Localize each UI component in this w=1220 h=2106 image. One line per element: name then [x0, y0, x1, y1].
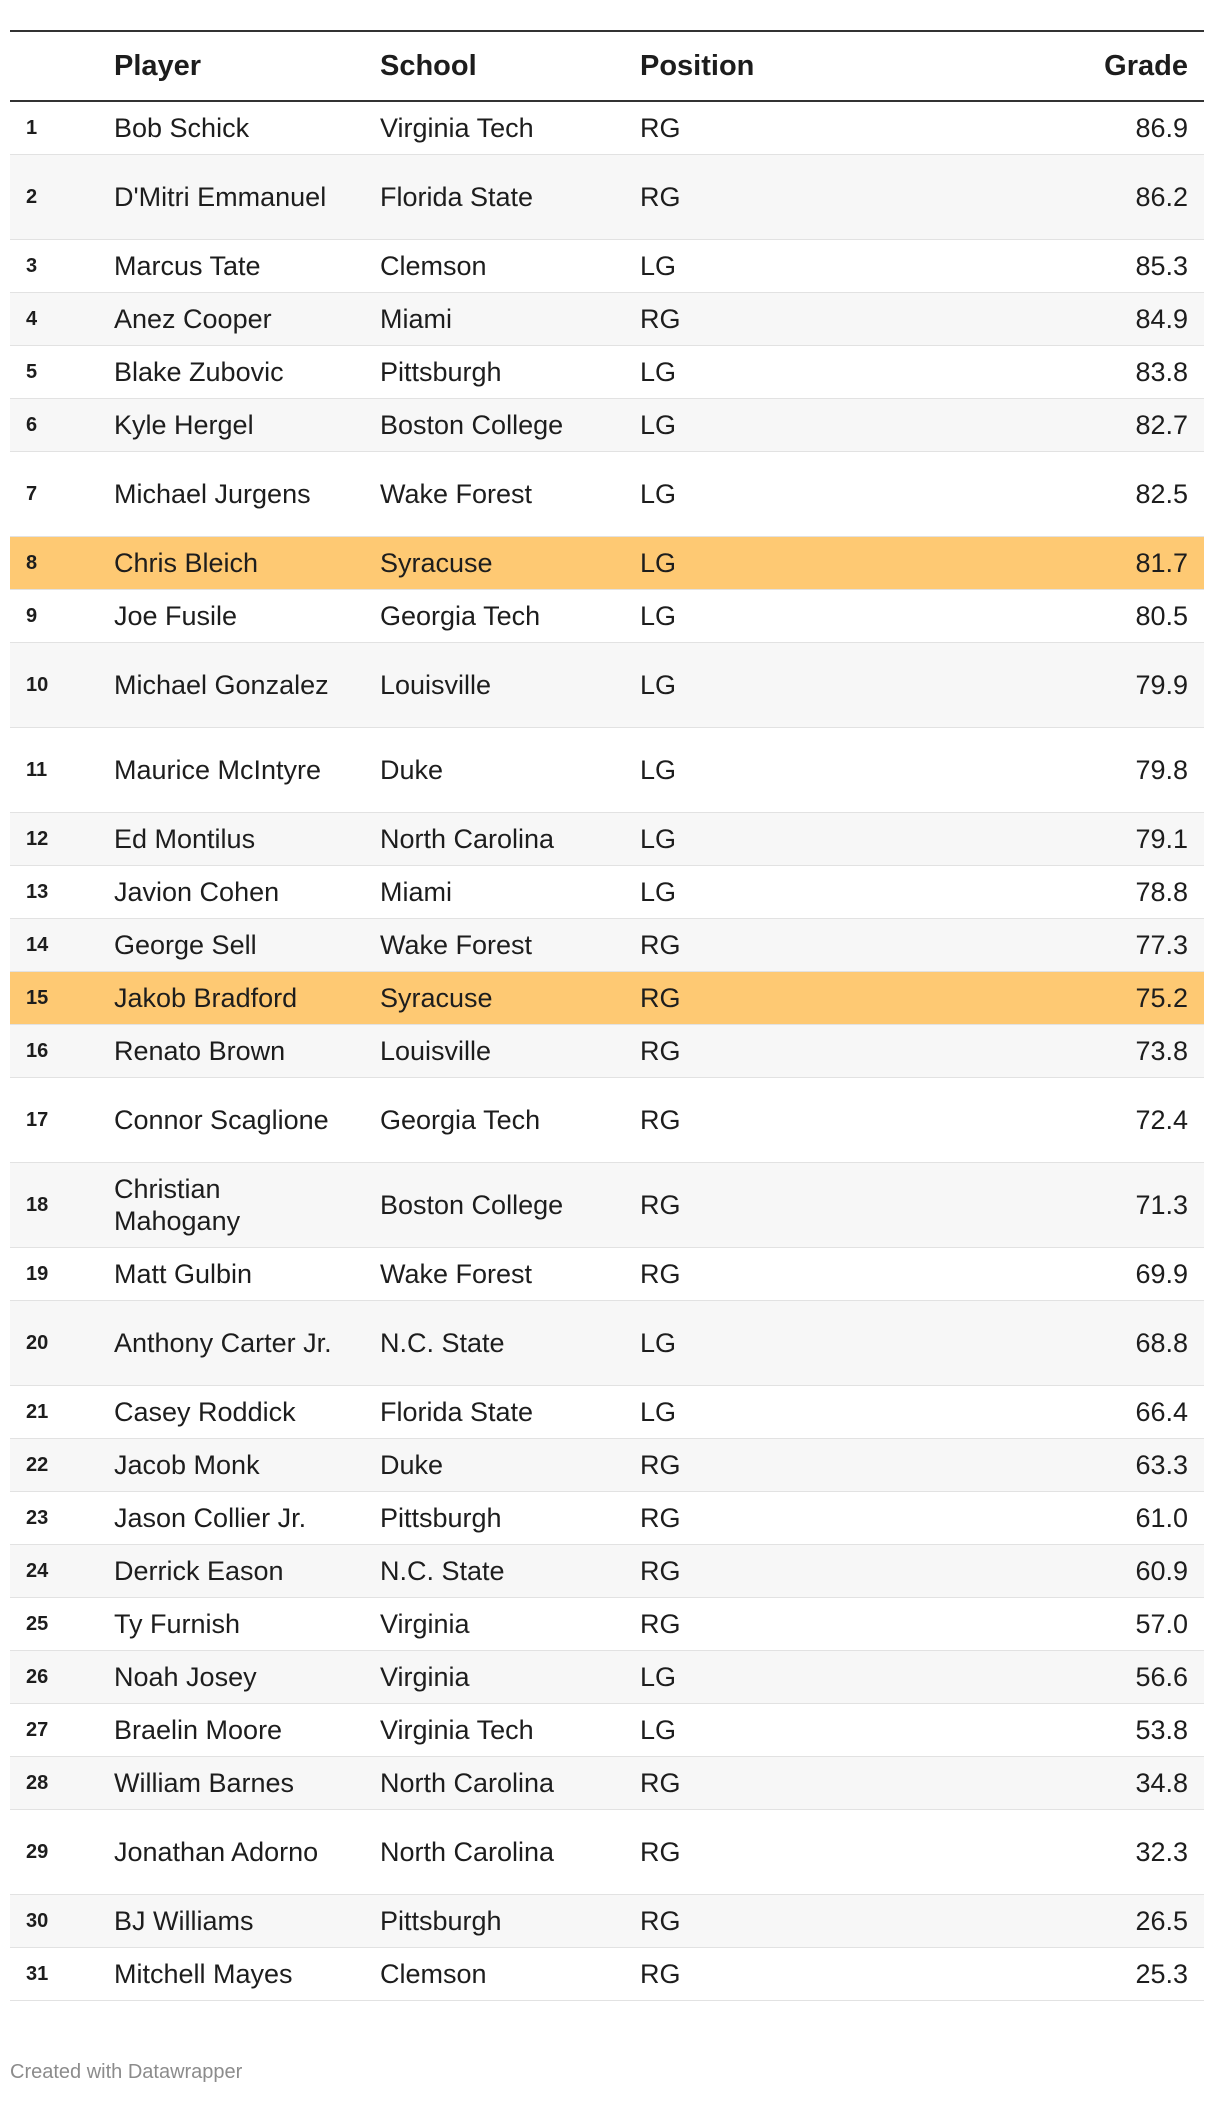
cell-grade: 61.0 [940, 1492, 1204, 1545]
cell-player: Jonathan Adorno [114, 1810, 380, 1895]
cell-player: Jakob Bradford [114, 972, 380, 1025]
cell-rank: 22 [10, 1439, 114, 1492]
cell-school: Georgia Tech [380, 590, 640, 643]
cell-rank: 24 [10, 1545, 114, 1598]
cell-position: LG [640, 399, 940, 452]
cell-rank: 1 [10, 101, 114, 155]
cell-grade: 71.3 [940, 1163, 1204, 1248]
cell-grade: 66.4 [940, 1386, 1204, 1439]
table-row [10, 399, 1204, 452]
cell-position: LG [640, 240, 940, 293]
cell-school: Pittsburgh [380, 1492, 640, 1545]
cell-rank: 13 [10, 866, 114, 919]
table-row [10, 1163, 1204, 1248]
cell-rank: 8 [10, 537, 114, 590]
table-row [10, 919, 1204, 972]
cell-grade: 63.3 [940, 1439, 1204, 1492]
cell-position: LG [640, 346, 940, 399]
cell-school: Pittsburgh [380, 346, 640, 399]
cell-player: Javion Cohen [114, 866, 380, 919]
cell-position: LG [640, 728, 940, 813]
cell-school: Boston College [380, 1163, 640, 1248]
cell-school: Louisville [380, 643, 640, 728]
table-row [10, 1704, 1204, 1757]
cell-player: William Barnes [114, 1757, 380, 1810]
cell-school: Miami [380, 866, 640, 919]
cell-position: RG [640, 1757, 940, 1810]
cell-school: N.C. State [380, 1545, 640, 1598]
cell-position: RG [640, 1545, 940, 1598]
cell-position: LG [640, 1386, 940, 1439]
cell-grade: 73.8 [940, 1025, 1204, 1078]
table-row [10, 537, 1204, 590]
cell-rank: 27 [10, 1704, 114, 1757]
cell-player: Joe Fusile [114, 590, 380, 643]
cell-grade: 79.1 [940, 813, 1204, 866]
cell-grade: 80.5 [940, 590, 1204, 643]
cell-rank: 10 [10, 643, 114, 728]
cell-grade: 56.6 [940, 1651, 1204, 1704]
cell-grade: 79.9 [940, 643, 1204, 728]
cell-school: Virginia [380, 1651, 640, 1704]
cell-player: D'Mitri Emmanuel [114, 155, 380, 240]
table-row [10, 866, 1204, 919]
cell-school: Wake Forest [380, 452, 640, 537]
cell-school: Syracuse [380, 972, 640, 1025]
cell-player: BJ Williams [114, 1895, 380, 1948]
cell-player: Connor Scaglione [114, 1078, 380, 1163]
cell-player: Bob Schick [114, 101, 380, 155]
cell-position: RG [640, 1078, 940, 1163]
cell-grade: 85.3 [940, 240, 1204, 293]
cell-player: Kyle Hergel [114, 399, 380, 452]
cell-school: Duke [380, 728, 640, 813]
cell-rank: 18 [10, 1163, 114, 1248]
cell-rank: 31 [10, 1948, 114, 2001]
cell-grade: 84.9 [940, 293, 1204, 346]
cell-player: Renato Brown [114, 1025, 380, 1078]
table-row [10, 972, 1204, 1025]
cell-school: Syracuse [380, 537, 640, 590]
cell-player: Braelin Moore [114, 1704, 380, 1757]
table-row [10, 1810, 1204, 1895]
cell-player: Matt Gulbin [114, 1248, 380, 1301]
cell-school: Virginia [380, 1598, 640, 1651]
cell-position: RG [640, 1025, 940, 1078]
table-row [10, 1248, 1204, 1301]
cell-player: Derrick Eason [114, 1545, 380, 1598]
cell-position: LG [640, 866, 940, 919]
cell-rank: 16 [10, 1025, 114, 1078]
table-row [10, 1895, 1204, 1948]
cell-position: RG [640, 1248, 940, 1301]
cell-school: Miami [380, 293, 640, 346]
cell-rank: 23 [10, 1492, 114, 1545]
cell-school: North Carolina [380, 1757, 640, 1810]
cell-player: Mitchell Mayes [114, 1948, 380, 2001]
table-row [10, 1948, 1204, 2001]
cell-grade: 26.5 [940, 1895, 1204, 1948]
cell-rank: 6 [10, 399, 114, 452]
cell-school: North Carolina [380, 1810, 640, 1895]
cell-school: Virginia Tech [380, 1704, 640, 1757]
cell-player: Chris Bleich [114, 537, 380, 590]
cell-player: Michael Gonzalez [114, 643, 380, 728]
footer-credit: Created with Datawrapper [10, 2061, 243, 2083]
cell-school: Wake Forest [380, 919, 640, 972]
cell-rank: 14 [10, 919, 114, 972]
cell-position: LG [640, 1704, 940, 1757]
cell-player: Michael Jurgens [114, 452, 380, 537]
cell-rank: 17 [10, 1078, 114, 1163]
cell-position: LG [640, 813, 940, 866]
cell-grade: 57.0 [940, 1598, 1204, 1651]
cell-grade: 79.8 [940, 728, 1204, 813]
header-position: Position [640, 31, 940, 101]
table-row [10, 1301, 1204, 1386]
table-row [10, 813, 1204, 866]
cell-grade: 86.9 [940, 101, 1204, 155]
cell-grade: 68.8 [940, 1301, 1204, 1386]
cell-rank: 2 [10, 155, 114, 240]
cell-school: N.C. State [380, 1301, 640, 1386]
cell-position: LG [640, 1651, 940, 1704]
cell-position: RG [640, 1439, 940, 1492]
cell-school: Florida State [380, 1386, 640, 1439]
cell-school: Clemson [380, 1948, 640, 2001]
cell-rank: 30 [10, 1895, 114, 1948]
table-row [10, 590, 1204, 643]
cell-rank: 3 [10, 240, 114, 293]
table-row [10, 1651, 1204, 1704]
cell-player: Anthony Carter Jr. [114, 1301, 380, 1386]
cell-grade: 83.8 [940, 346, 1204, 399]
cell-player: Anez Cooper [114, 293, 380, 346]
cell-school: Virginia Tech [380, 101, 640, 155]
cell-school: Wake Forest [380, 1248, 640, 1301]
cell-rank: 7 [10, 452, 114, 537]
table-row [10, 240, 1204, 293]
table-row [10, 293, 1204, 346]
cell-player: Christian Mahogany [114, 1163, 380, 1248]
cell-player: George Sell [114, 919, 380, 972]
cell-rank: 15 [10, 972, 114, 1025]
cell-position: RG [640, 919, 940, 972]
cell-grade: 72.4 [940, 1078, 1204, 1163]
cell-rank: 25 [10, 1598, 114, 1651]
cell-grade: 86.2 [940, 155, 1204, 240]
cell-grade: 77.3 [940, 919, 1204, 972]
cell-player: Casey Roddick [114, 1386, 380, 1439]
cell-grade: 25.3 [940, 1948, 1204, 2001]
cell-player: Blake Zubovic [114, 346, 380, 399]
table-row [10, 101, 1204, 155]
cell-school: Boston College [380, 399, 640, 452]
cell-player: Marcus Tate [114, 240, 380, 293]
grades-table [10, 30, 1204, 2001]
cell-position: LG [640, 643, 940, 728]
cell-position: RG [640, 1598, 940, 1651]
header-school: School [380, 31, 640, 101]
cell-grade: 32.3 [940, 1810, 1204, 1895]
cell-position: RG [640, 972, 940, 1025]
cell-rank: 4 [10, 293, 114, 346]
cell-player: Noah Josey [114, 1651, 380, 1704]
cell-rank: 19 [10, 1248, 114, 1301]
table-row [10, 1025, 1204, 1078]
cell-position: RG [640, 1492, 940, 1545]
cell-position: RG [640, 293, 940, 346]
cell-grade: 69.9 [940, 1248, 1204, 1301]
cell-player: Ty Furnish [114, 1598, 380, 1651]
cell-rank: 29 [10, 1810, 114, 1895]
cell-grade: 34.8 [940, 1757, 1204, 1810]
table-body [10, 101, 1204, 2001]
grades-table-container [10, 30, 1204, 2001]
cell-position: RG [640, 1810, 940, 1895]
cell-grade: 78.8 [940, 866, 1204, 919]
cell-grade: 82.7 [940, 399, 1204, 452]
table-row [10, 155, 1204, 240]
cell-rank: 5 [10, 346, 114, 399]
table-row [10, 1386, 1204, 1439]
cell-rank: 28 [10, 1757, 114, 1810]
cell-position: RG [640, 1948, 940, 2001]
cell-school: Duke [380, 1439, 640, 1492]
table-row [10, 1545, 1204, 1598]
cell-rank: 12 [10, 813, 114, 866]
cell-school: Clemson [380, 240, 640, 293]
cell-grade: 60.9 [940, 1545, 1204, 1598]
cell-position: LG [640, 537, 940, 590]
cell-position: RG [640, 155, 940, 240]
cell-player: Maurice McIntyre [114, 728, 380, 813]
cell-player: Ed Montilus [114, 813, 380, 866]
cell-position: RG [640, 1895, 940, 1948]
cell-position: RG [640, 1163, 940, 1248]
cell-rank: 9 [10, 590, 114, 643]
cell-rank: 21 [10, 1386, 114, 1439]
table-row [10, 1078, 1204, 1163]
table-row [10, 1757, 1204, 1810]
cell-rank: 26 [10, 1651, 114, 1704]
cell-player: Jacob Monk [114, 1439, 380, 1492]
cell-grade: 53.8 [940, 1704, 1204, 1757]
cell-position: LG [640, 590, 940, 643]
cell-rank: 20 [10, 1301, 114, 1386]
cell-rank: 11 [10, 728, 114, 813]
cell-grade: 81.7 [940, 537, 1204, 590]
cell-school: Florida State [380, 155, 640, 240]
table-row [10, 643, 1204, 728]
table-row [10, 1439, 1204, 1492]
table-row [10, 728, 1204, 813]
table-row [10, 1492, 1204, 1545]
header-grade: Grade [940, 31, 1204, 101]
cell-player: Jason Collier Jr. [114, 1492, 380, 1545]
cell-position: LG [640, 1301, 940, 1386]
table-row [10, 346, 1204, 399]
cell-school: Georgia Tech [380, 1078, 640, 1163]
cell-grade: 75.2 [940, 972, 1204, 1025]
table-row [10, 1598, 1204, 1651]
cell-grade: 82.5 [940, 452, 1204, 537]
cell-school: Louisville [380, 1025, 640, 1078]
cell-position: LG [640, 452, 940, 537]
cell-school: North Carolina [380, 813, 640, 866]
cell-position: RG [640, 101, 940, 155]
header-row [10, 31, 1204, 101]
table-row [10, 452, 1204, 537]
cell-school: Pittsburgh [380, 1895, 640, 1948]
header-rank [10, 31, 114, 101]
header-player: Player [114, 31, 380, 101]
